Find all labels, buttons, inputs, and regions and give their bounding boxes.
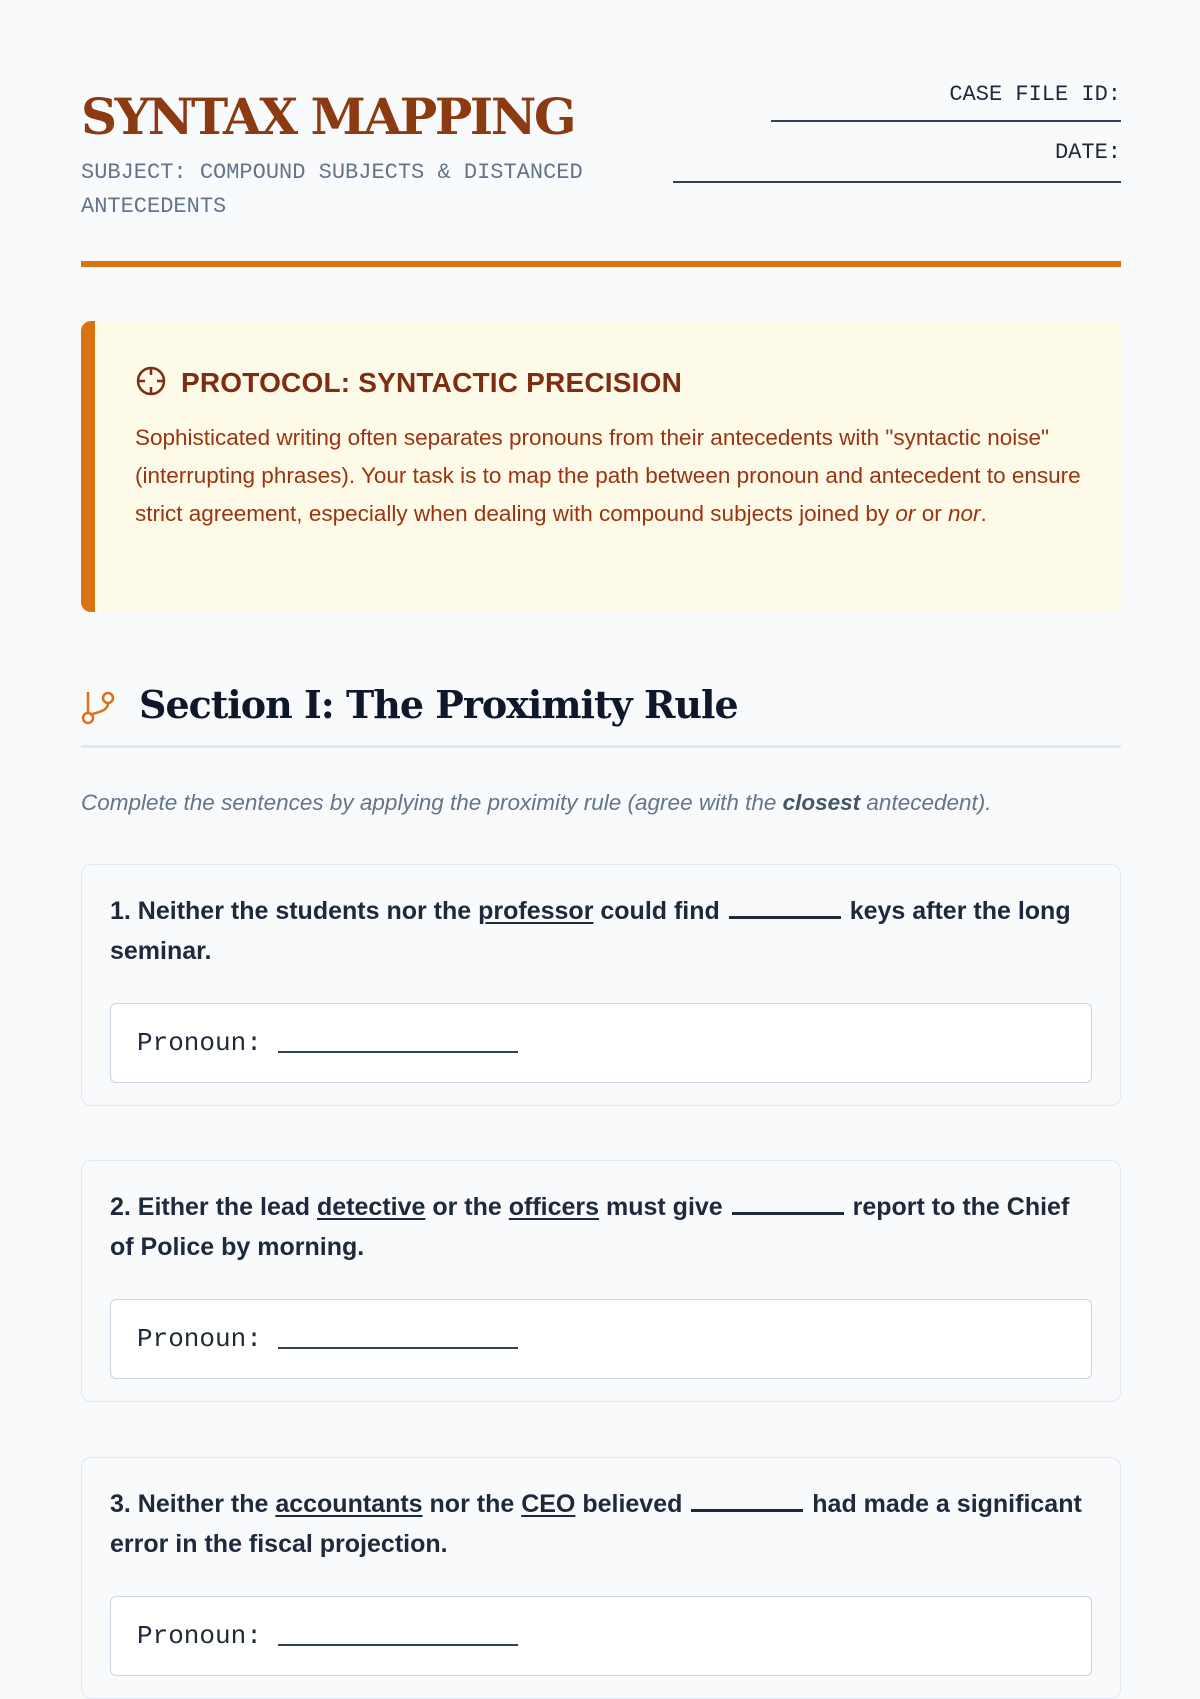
q2-part: or the: [425, 1193, 509, 1221]
instructions-text-end: antecedent).: [860, 790, 992, 815]
q3-answer-box[interactable]: [110, 1596, 1092, 1676]
q2-answer-label: Pronoun:: [137, 1324, 262, 1354]
q2-part: 2. Either the lead: [110, 1193, 318, 1221]
question-2-text: [110, 1187, 1092, 1267]
worksheet-page: [81, 0, 1121, 1651]
q1-antecedent: professor: [478, 897, 594, 925]
q1-part: could find: [593, 897, 727, 925]
question-card-3: [81, 1457, 1121, 1699]
protocol-header: [135, 365, 1081, 401]
section-1-instructions: [81, 790, 1121, 816]
q2-antecedent: detective: [317, 1193, 426, 1221]
worksheet-subject: SUBJECT: COMPOUND SUBJECTS & DISTANCED ANTECEDENTS: [81, 160, 583, 219]
q3-blank[interactable]: [691, 1490, 803, 1512]
worksheet-header: [81, 0, 1121, 268]
section-1-header: [81, 680, 1121, 748]
q2-answer-line[interactable]: [278, 1329, 518, 1349]
protocol-callout: [81, 321, 1121, 612]
protocol-text-end: .: [980, 501, 987, 526]
q2-part: report to the Chief of Police by morning.: [110, 1193, 1070, 1261]
question-3-text: [110, 1484, 1092, 1564]
q3-antecedent: CEO: [521, 1490, 576, 1518]
q1-blank[interactable]: [729, 897, 841, 919]
protocol-text: Sophisticated writing often separates pronouns from their antecedents with "syntactic noise" (interrupting phrases). Your task is to map the path between pronoun and antecedent to ensure strict agreement, especially when dealing with compound subjects joined by: [135, 425, 1081, 526]
branch-icon: [81, 680, 139, 731]
worksheet-title: SYNTAX MAPPING: [81, 87, 575, 146]
q2-blank[interactable]: [732, 1193, 844, 1215]
q3-answer-label: Pronoun:: [137, 1621, 262, 1651]
section-1-title: Section I: The Proximity Rule: [139, 682, 738, 727]
instructions-emphasis: closest: [782, 790, 861, 815]
q3-part: had made a significant error in the fiscal projection.: [110, 1490, 1082, 1558]
q1-part: 1. Neither the students nor the: [110, 897, 479, 925]
q3-part: nor the: [422, 1490, 522, 1518]
question-card-2: [81, 1160, 1121, 1402]
q1-answer-box[interactable]: [110, 1003, 1092, 1083]
date-label: DATE:: [1054, 140, 1121, 165]
case-file-label: CASE FILE ID:: [949, 82, 1121, 107]
date-field[interactable]: [673, 168, 1121, 183]
q3-antecedent: accountants: [275, 1490, 423, 1518]
q2-answer-box[interactable]: [110, 1299, 1092, 1379]
q3-part: believed: [575, 1490, 690, 1518]
instructions-text: Complete the sentences by applying the proximity rule (agree with the: [81, 790, 783, 815]
q2-antecedent: officers: [508, 1193, 600, 1221]
q2-part: must give: [599, 1193, 730, 1221]
protocol-nor: nor: [947, 501, 981, 526]
protocol-body: [135, 419, 1081, 533]
question-1-text: [110, 891, 1092, 971]
case-file-field[interactable]: [771, 110, 1121, 122]
q1-answer-label: Pronoun:: [137, 1028, 262, 1058]
q3-part: 3. Neither the: [110, 1490, 276, 1518]
q1-part: keys after the long seminar.: [110, 897, 1071, 965]
question-card-1: [81, 864, 1121, 1106]
header-divider: [81, 261, 1121, 267]
q1-answer-line[interactable]: [278, 1033, 518, 1053]
case-meta: [661, 80, 1121, 183]
protocol-or: or: [895, 501, 916, 526]
protocol-text-mid: or: [915, 501, 948, 526]
q3-answer-line[interactable]: [278, 1626, 518, 1646]
protocol-title: PROTOCOL: SYNTACTIC PRECISION: [181, 367, 683, 398]
crosshair-icon: [135, 365, 181, 402]
